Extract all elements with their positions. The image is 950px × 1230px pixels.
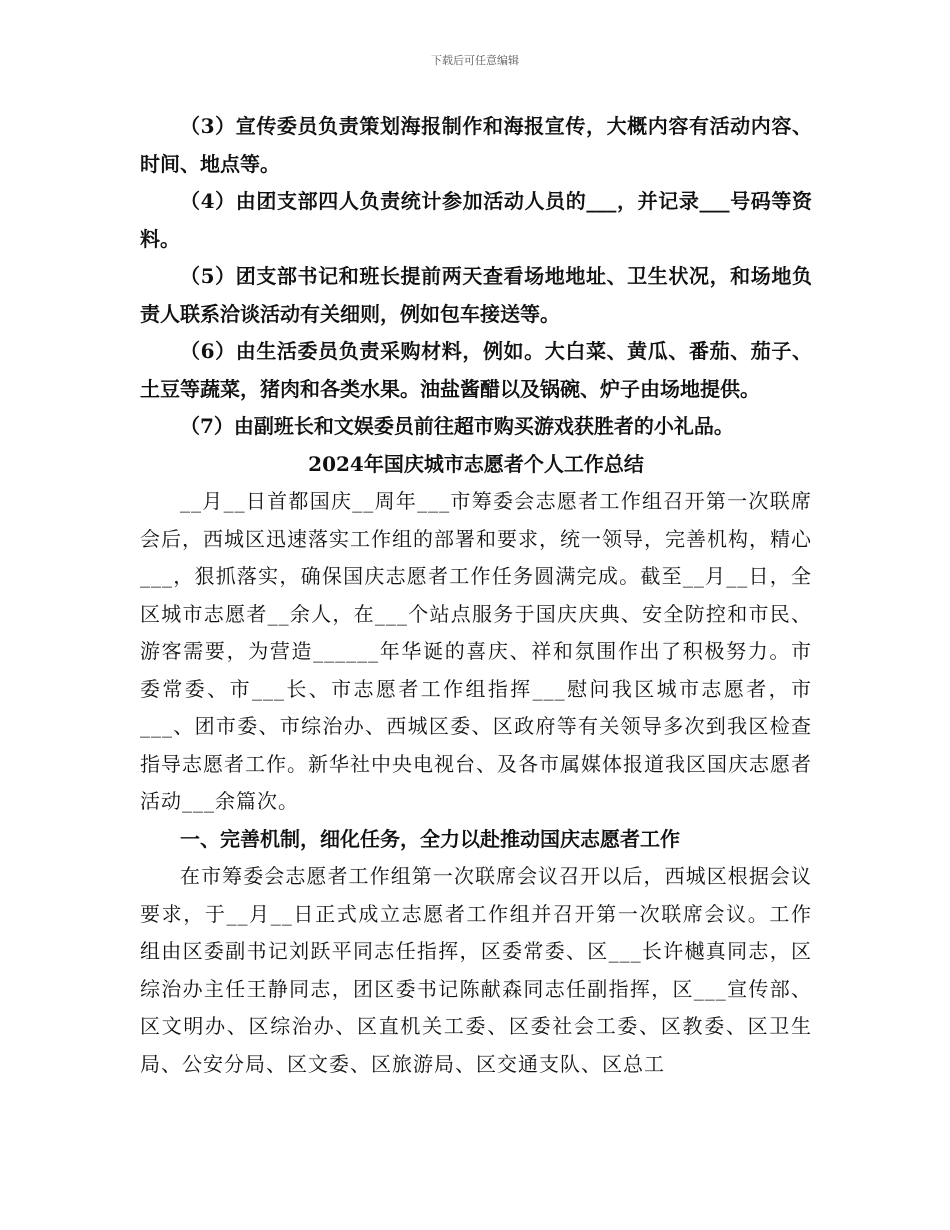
list-item: （5）团支部书记和班长提前两天查看场地地址、卫生状况，和场地负责人联系洽谈活动有关细则，例如包车接送等。 xyxy=(140,264,812,326)
page-header: 下载后可任意编辑 xyxy=(431,54,519,67)
list-item: （3）宣传委员负责策划海报制作和海报宣传，大概内容有活动内容、时间、地点等。 xyxy=(140,114,812,176)
document-title: 2024年国庆城市志愿者个人工作总结 xyxy=(308,451,644,476)
section-heading: 一、完善机制，细化任务，全力以赴推动国庆志愿者工作 xyxy=(180,826,680,851)
list-item: （7）由副班长和文娱委员前往超市购买游戏获胜者的小礼品。 xyxy=(180,414,734,438)
document-body xyxy=(140,108,812,1083)
list-item: （4）由团支部四人负责统计参加活动人员的___，并记录___号码等资料。 xyxy=(140,189,812,251)
section-paragraph: 在市筹委会志愿者工作组第一次联席会议召开以后，西城区根据会议要求，于__月__日正式成立志愿者工作组并召开第一次联席会议。工作组由区委副书记刘跃平同志任指挥，区委常委、区___长许樾真同志，区综治办主任王静同志，团区委书记陈献森同志任副指挥，区___宣传部、区文明办、区综治办、区直机关工委、区委社会工委、区教委、区卫生局、公安分局、区文委、区旅游局、区交通支队、区总工 xyxy=(140,864,812,1076)
intro-paragraph: __月__日首都国庆__周年___市筹委会志愿者工作组召开第一次联席会后，西城区迅速落实工作组的部署和要求，统一领导，完善机构，精心___，狠抓落实，确保国庆志愿者工作任务圆满完成。截至__月__日，全区城市志愿者__余人，在___个站点服务于国庆庆典、安全防控和市民、游客需要，为营造______年华诞的喜庆、祥和氛围作出了积极努力。市委常委、市___长、市志愿者工作组指挥___慰问我区城市志愿者，市___、团市委、市综治办、西城区委、区政府等有关领导多次到我区检查指导志愿者工作。新华社中央电视台、及各市属媒体报道我区国庆志愿者活动___余篇次。 xyxy=(140,489,812,813)
list-item: （6）由生活委员负责采购材料，例如。大白菜、黄瓜、番茄、茄子、土豆等蔬菜，猪肉和各类水果。油盐酱醋以及锅碗、炉子由场地提供。 xyxy=(140,339,812,401)
